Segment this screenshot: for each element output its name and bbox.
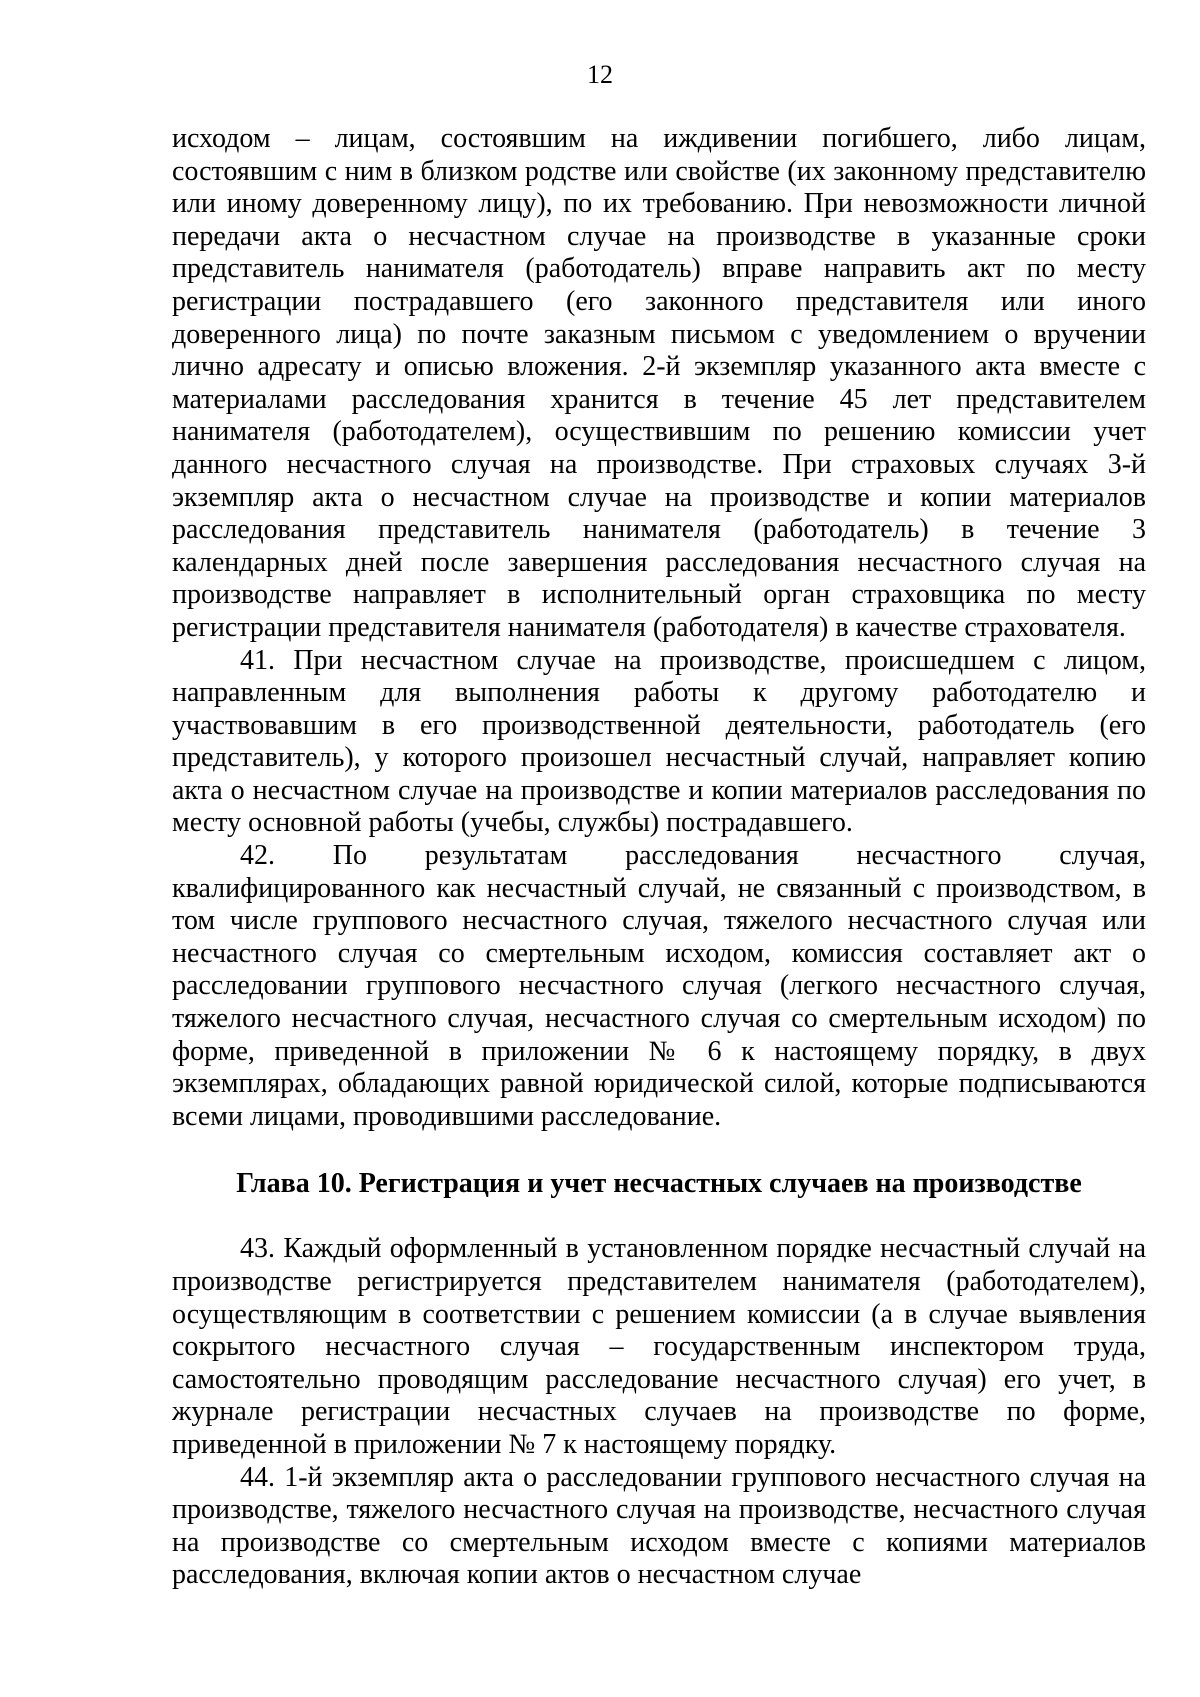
page-number: 12 [587, 60, 613, 89]
paragraph-44: 44. 1-й экземпляр акта о расследовании группового несчастного случая на производстве, тяжелого несчастного случая на производстве, несчастного случая на производстве со смертельным исходом вместе с копиями материалов расследования, включая копии актов о несчастном случае [172, 1461, 1146, 1591]
page-body [172, 123, 1146, 1592]
paragraph-43: 43. Каждый оформленный в установленном порядке несчастный случай на производстве регистрируется представителем нанимателя (работодателем), осуществляющим в соответствии с решением комиссии (а в случае выявления сокрытого несчастного случая – государственным инспектором труда, самостоятельно проводящим расследование несчастного случая) его учет, в журнале регистрации несчастных случаев на производстве по форме, приведенной в приложении № 7 к настоящему порядку. [172, 1233, 1146, 1460]
chapter-heading: Глава 10. Регистрация и учет несчастных случаев на производстве [236, 1168, 1082, 1200]
paragraph-continuation: исходом – лицам, состоявшим на иждивении погибшего, либо лицам, состоявшим с ним в близком родстве или свойстве (их законному представителю или иному доверенному лицу), по их требованию. При невозможности личной передачи акта о несчастном случае на производстве в указанные сроки представитель нанимателя (работодатель) вправе направить акт по месту регистрации пострадавшего (его законного представителя или иного доверенного лица) по почте заказным письмом с уведомлением о вручении лично адресату и описью вложения. 2-й экземпляр указанного акта вместе с материалами расследования хранится в течение 45 лет представителем нанимателя (работодателем), осуществившим по решению комиссии учет данного несчастного случая на производстве. При страховых случаях 3-й экземпляр акта о несчастном случае на производстве и копии материалов расследования представитель нанимателя (работодатель) в течение 3 календарных дней после завершения расследования несчастного случая на производстве направляет в исполнительный орган страховщика по месту регистрации представителя нанимателя (работодателя) в качестве страхователя. [172, 123, 1146, 643]
paragraph-42: 42. По результатам расследования несчастного случая, квалифицированного как несчастный случай, не связанный с производством, в том числе группового несчастного случая, тяжелого несчастного случая или несчастного случая со смертельным исходом, комиссия составляет акт о расследовании группового несчастного случая (легкого несчастного случая, тяжелого несчастного случая, несчастного случая со смертельным исходом) по форме, приведенной в приложении № 6 к настоящему порядку, в двух экземплярах, обладающих равной юридической силой, которые подписываются всеми лицами, проводившими расследование. [172, 840, 1146, 1132]
paragraph-41: 41. При несчастном случае на производстве, происшедшем с лицом, направленным для выполнения работы к другому работодателю и участвовавшим в его производственной деятельности, работодатель (его представитель), у которого произошел несчастный случай, направляет копию акта о несчастном случае на производстве и копии материалов расследования по месту основной работы (учебы, службы) пострадавшего. [172, 644, 1146, 839]
